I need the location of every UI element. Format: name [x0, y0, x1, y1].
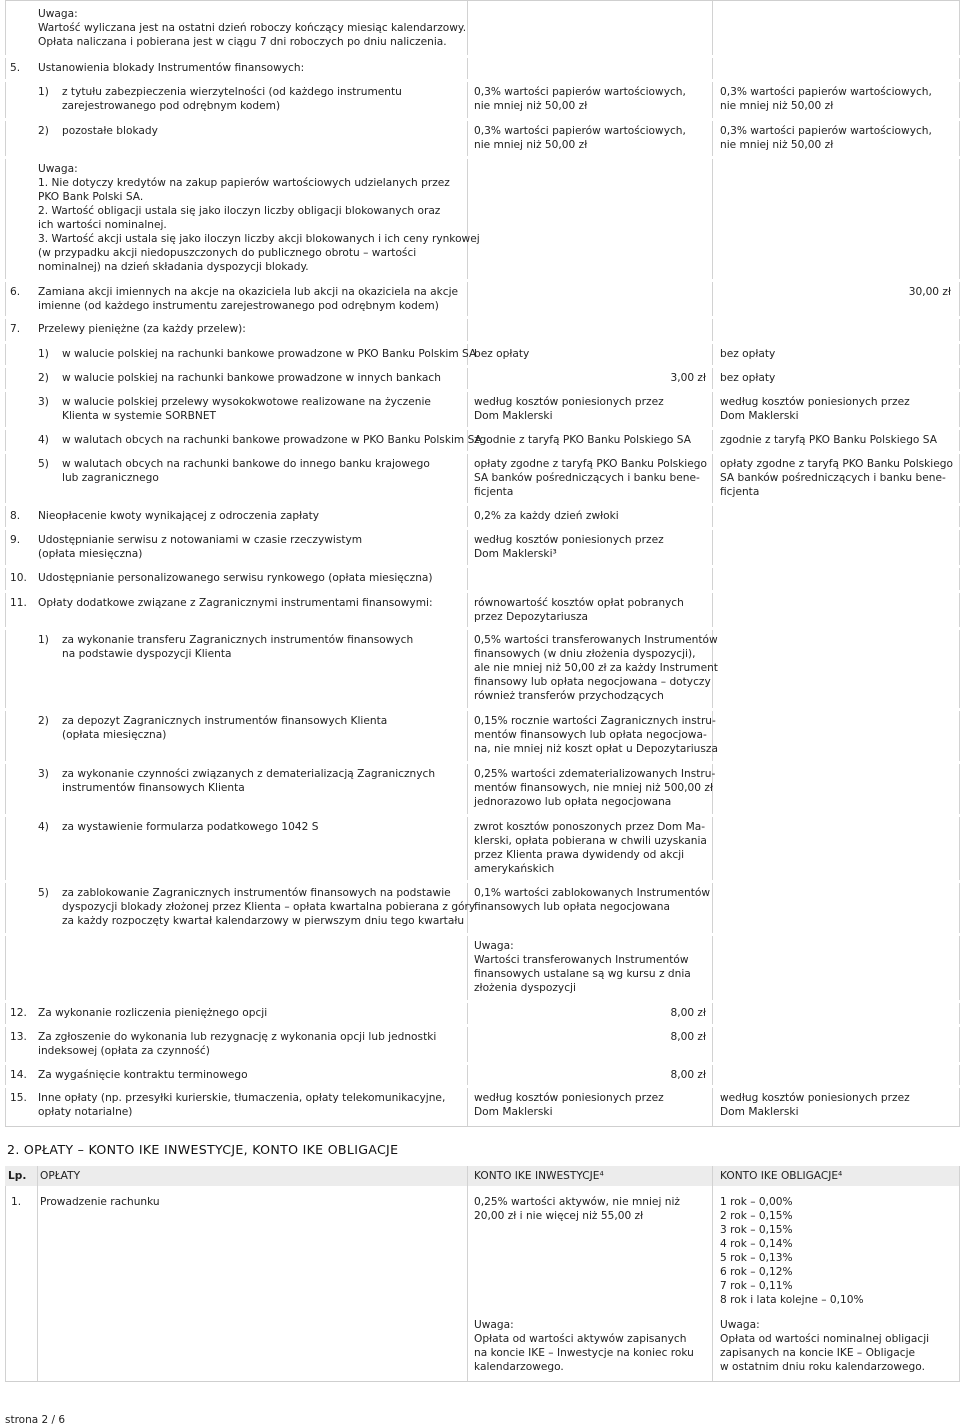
row-number: 9.	[10, 534, 21, 546]
fee-description: za zablokowanie Zagranicznych instrumentów finansowych na podstawie dyspozycji blokady złożonej przez Klienta – opłata kwartalna pobierana z góry za każdy rozpoczęty kwartał kalendarzowy w pierwszym dniu tego kwartału	[62, 887, 476, 927]
row-separator	[0, 933, 960, 936]
row-number: 3)	[38, 396, 49, 408]
row-number: 4)	[38, 821, 49, 833]
fee-ike: opłaty zgodne z taryfą PKO Banku Polskiego SA banków pośredniczących i banku bene- ficjenta	[720, 458, 953, 498]
ike-row-number: 1.	[11, 1196, 22, 1208]
fee-description: Nieopłacenie kwoty wynikającej z odroczenia zapłaty	[38, 510, 320, 522]
row-number: 11.	[10, 597, 27, 609]
row-separator	[0, 503, 960, 506]
fee-description: za wykonanie czynności związanych z dematerializacją Zagranicznych instrumentów finansowych Klienta	[62, 768, 436, 794]
row-number: 8.	[10, 510, 21, 522]
fee-inwestycyjny: bez opłaty	[474, 348, 530, 360]
fee-ike: według kosztów poniesionych przez Dom Maklerski	[720, 1092, 910, 1118]
fee-inwestycyjny: według kosztów poniesionych przez Dom Maklerski³	[474, 534, 664, 560]
fee-inwestycyjny: 0,15% rocznie wartości Zagranicznych instru- mentów finansowych lub opłata negocjowa- na, nie mniej niż koszt opłat u Depozytariusza	[474, 715, 718, 755]
fee-description: za depozyt Zagranicznych instrumentów finansowych Klienta (opłata miesięczna)	[62, 715, 388, 741]
row-number: 5.	[10, 62, 21, 74]
ike-inwestycje-fee: 0,25% wartości aktywów, nie mniej niż 20,00 zł i nie więcej niż 55,00 zł	[474, 1196, 680, 1222]
fee-description: w walucie polskiej na rachunki bankowe prowadzone w PKO Banku Polskim SA	[62, 348, 477, 360]
row-number: 6.	[10, 286, 21, 298]
fee-inwestycyjny: według kosztów poniesionych przez Dom Maklerski	[474, 1092, 664, 1118]
header-ike-obligacje: KONTO IKE OBLIGACJE⁴	[720, 1170, 843, 1182]
header-ike-inwestycje: KONTO IKE INWESTYCJE⁴	[474, 1170, 604, 1182]
row-separator	[0, 427, 960, 430]
fee-description: w walucie polskiej na rachunki bankowe prowadzone w innych bankach	[62, 372, 441, 384]
row-separator	[0, 316, 960, 319]
fee-description: Uwaga: Wartość wyliczana jest na ostatni dzień roboczy kończący miesiąc kalendarzowy. Opłata naliczana i pobierana jest w ciągu 7 dni roboczych po dniu naliczenia.	[38, 8, 467, 48]
fee-description: Za wykonanie rozliczenia pieniężnego opcji	[38, 1007, 268, 1019]
row-separator	[0, 341, 960, 344]
row-number: 5)	[38, 458, 49, 470]
row-number: 1)	[38, 86, 49, 98]
fee-inwestycyjny-amount: 8,00 zł	[670, 1069, 706, 1081]
row-separator	[0, 708, 960, 711]
ike-obligacje-note: Uwaga: Opłata od wartości nominalnej obligacji zapisanych na koncie IKE – Obligacje w ostatnim dniu roku kalendarzowego.	[720, 1319, 930, 1373]
fee-inwestycyjny: 0,3% wartości papierów wartościowych, nie mniej niż 50,00 zł	[474, 86, 686, 112]
fee-ike: według kosztów poniesionych przez Dom Maklerski	[720, 396, 910, 422]
fee-inwestycyjny-amount: 8,00 zł	[670, 1031, 706, 1043]
fee-inwestycyjny: 0,25% wartości zdematerializowanych Instru- mentów finansowych, nie mniej niż 500,00 zł jednorazowo lub opłata negocjowana	[474, 768, 716, 808]
row-separator	[0, 1000, 960, 1003]
fee-ike-amount: 30,00 zł	[908, 286, 951, 298]
fee-description: Za wygaśnięcie kontraktu terminowego	[38, 1069, 248, 1081]
fee-inwestycyjny: zwrot kosztów ponoszonych przez Dom Ma- klerski, opłata pobierana w chwili uzyskania przez Klienta prawa dywidendy od akcji amerykańskich	[474, 821, 707, 875]
row-separator	[0, 565, 960, 568]
fee-ike: 0,3% wartości papierów wartościowych, nie mniej niż 50,00 zł	[720, 125, 932, 151]
fee-ike: 0,3% wartości papierów wartościowych, nie mniej niż 50,00 zł	[720, 86, 932, 112]
row-separator	[0, 627, 960, 630]
row-number: 2)	[38, 125, 49, 137]
header-lp: Lp.	[8, 1170, 27, 1182]
row-separator	[0, 55, 960, 58]
row-number: 5)	[38, 887, 49, 899]
row-separator	[0, 79, 960, 82]
fee-description: za wykonanie transferu Zagranicznych instrumentów finansowych na podstawie dyspozycji Klienta	[62, 634, 414, 660]
fee-description: Udostępnianie serwisu z notowaniami w czasie rzeczywistym (opłata miesięczna)	[38, 534, 363, 560]
fee-inwestycyjny: 0,2% za każdy dzień zwłoki	[474, 510, 619, 522]
row-number: 7.	[10, 323, 21, 335]
row-separator	[0, 118, 960, 121]
fee-inwestycyjny: 0,1% wartości zablokowanych Instrumentów finansowych lub opłata negocjowana	[474, 887, 711, 913]
row-number: 14.	[10, 1069, 27, 1081]
fee-description: Opłaty dodatkowe związane z Zagranicznymi instrumentami finansowymi:	[38, 597, 433, 609]
fee-inwestycyjny: według kosztów poniesionych przez Dom Maklerski	[474, 396, 664, 422]
fee-description: Za zgłoszenie do wykonania lub rezygnację z wykonania opcji lub jednostki indeksowej (opłata za czynność)	[38, 1031, 437, 1057]
row-separator	[0, 389, 960, 392]
fee-inwestycyjny: opłaty zgodne z taryfą PKO Banku Polskiego SA banków pośredniczących i banku bene- ficjenta	[474, 458, 707, 498]
row-separator	[0, 527, 960, 530]
fee-inwestycyjny: zgodnie z taryfą PKO Banku Polskiego SA	[474, 434, 691, 446]
row-number: 2)	[38, 372, 49, 384]
row-number: 2)	[38, 715, 49, 727]
ike-inwestycje-note: Uwaga: Opłata od wartości aktywów zapisanych na koncie IKE – Inwestycje na koniec roku kalendarzowego.	[474, 1319, 694, 1373]
fee-description: z tytułu zabezpieczenia wierzytelności (od każdego instrumentu zarejestrowanego pod odrębnym kodem)	[62, 86, 402, 112]
fee-description: Udostępnianie personalizowanego serwisu rynkowego (opłata miesięczna)	[38, 572, 433, 584]
fee-inwestycyjny: równowartość kosztów opłat pobranych przez Depozytariusza	[474, 597, 684, 623]
row-number: 1)	[38, 348, 49, 360]
row-number: 1)	[38, 634, 49, 646]
ike-row-label: Prowadzenie rachunku	[40, 1196, 160, 1208]
fee-inwestycyjny-amount: 3,00 zł	[670, 372, 706, 384]
row-number: 3)	[38, 768, 49, 780]
row-number: 10.	[10, 572, 27, 584]
fee-description: w walucie polskiej przelewy wysokokwotowe realizowane na życzenie Klienta w systemie SORBNET	[62, 396, 431, 422]
fee-description: w walutach obcych na rachunki bankowe do innego banku krajowego lub zagranicznego	[62, 458, 430, 484]
row-separator	[0, 761, 960, 764]
row-separator	[0, 451, 960, 454]
fee-description: za wystawienie formularza podatkowego 1042 S	[62, 821, 319, 833]
row-separator	[0, 814, 960, 817]
fee-ike: zgodnie z taryfą PKO Banku Polskiego SA	[720, 434, 937, 446]
row-number: 15.	[10, 1092, 27, 1104]
row-separator	[0, 880, 960, 883]
fee-description: Uwaga: 1. Nie dotyczy kredytów na zakup papierów wartościowych udzielanych przez PKO Bank Polski SA. 2. Wartość obligacji ustala się jako iloczyn liczby obligacji blokowanych oraz ich wartości nominalnej. 3. Wartość akcji ustala się jako iloczyn liczby akcji blokowanych i ich ceny rynkowej (w przypadku akcji niedopuszczonych do publicznego obrotu – wartości nominalnej) na dzień składania dyspozycji blokady.	[38, 163, 480, 273]
row-separator	[0, 1085, 960, 1088]
header-oplaty: OPŁATY	[40, 1170, 81, 1182]
page-number: strona 2 / 6	[5, 1414, 66, 1426]
row-separator	[0, 365, 960, 368]
fee-description: Inne opłaty (np. przesyłki kurierskie, tłumaczenia, opłaty telekomunikacyjne, opłaty notarialne)	[38, 1092, 446, 1118]
row-separator	[0, 1062, 960, 1065]
row-number: 12.	[10, 1007, 27, 1019]
row-separator	[0, 590, 960, 593]
fee-ike: bez opłaty	[720, 348, 776, 360]
row-separator	[0, 279, 960, 282]
fee-inwestycyjny: Uwaga: Wartości transferowanych Instrumentów finansowych ustalane są wg kursu z dnia złożenia dyspozycji	[474, 940, 691, 994]
fee-ike: bez opłaty	[720, 372, 776, 384]
row-number: 13.	[10, 1031, 27, 1043]
ike-obligacje-fee: 1 rok – 0,00% 2 rok – 0,15% 3 rok – 0,15% 4 rok – 0,14% 5 rok – 0,13% 6 rok – 0,12% 7 rok – 0,11% 8 rok i lata kolejne – 0,10%	[720, 1196, 864, 1306]
fee-inwestycyjny: 0,5% wartości transferowanych Instrumentów finansowych (w dniu złożenia dyspozycji), ale nie mniej niż 50,00 zł za każdy Instrument finansowy lub opłata negocjowana – dotyczy również transferów przychodzących	[474, 634, 718, 702]
section-title: 2. OPŁATY – KONTO IKE INWESTYCJE, KONTO IKE OBLIGACJE	[7, 1142, 399, 1157]
fee-description: pozostałe blokady	[62, 125, 158, 137]
fee-description: w walutach obcych na rachunki bankowe prowadzone w PKO Banku Polskim SA	[62, 434, 482, 446]
fee-inwestycyjny: 0,3% wartości papierów wartościowych, nie mniej niż 50,00 zł	[474, 125, 686, 151]
row-separator	[0, 1024, 960, 1027]
row-separator	[0, 156, 960, 159]
fee-description: Zamiana akcji imiennych na akcje na okaziciela lub akcji na okaziciela na akcje imienne (od każdego instrumentu zarejestrowanego pod odrębnym kodem)	[38, 286, 459, 312]
fee-inwestycyjny-amount: 8,00 zł	[670, 1007, 706, 1019]
row-number: 4)	[38, 434, 49, 446]
fee-description: Przelewy pieniężne (za każdy przelew):	[38, 323, 246, 335]
fee-description: Ustanowienia blokady Instrumentów finansowych:	[38, 62, 305, 74]
